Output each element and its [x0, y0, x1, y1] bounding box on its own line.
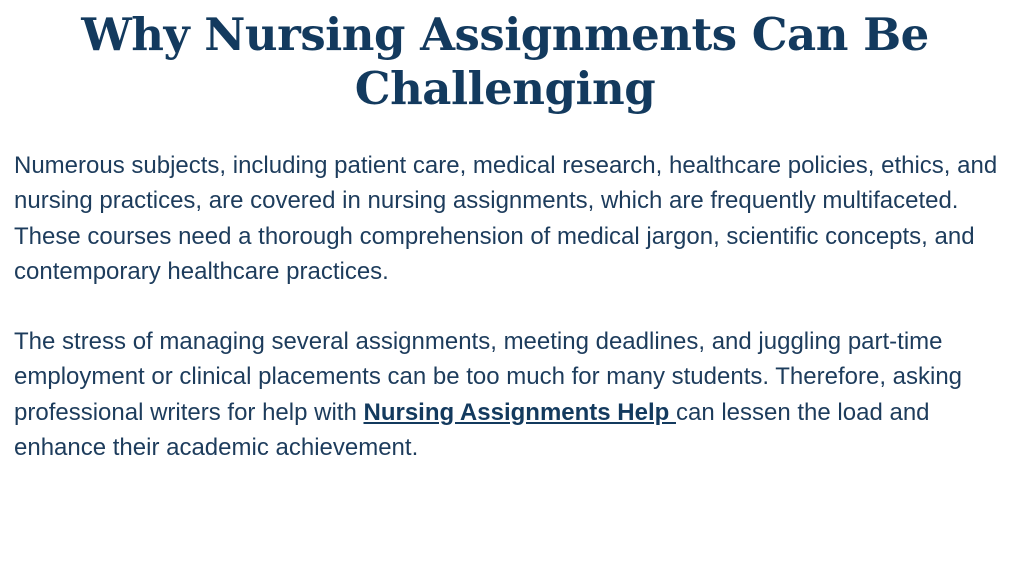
- slide-body: [14, 148, 1018, 465]
- paragraph-stress-text-before: The stress of managing several assignments, meeting deadlines, and juggling part-time employment or clinical placements can be too much for many students. Therefore, asking professional writers for help with: [14, 328, 963, 426]
- paragraph-subjects: Numerous subjects, including patient care, medical research, healthcare policies, ethics, and nursing practices, are covered in nursing assignments, which are frequently multifaceted. These courses need a thorough comprehension of medical jargon, scientific concepts, and contemporary healthcare practices.: [14, 152, 998, 285]
- nursing-assignments-help-link[interactable]: Nursing Assignments Help: [363, 398, 676, 426]
- paragraph-stress-text-after: can lessen the load and enhance their academic achievement.: [14, 398, 930, 462]
- paragraph-spacer: [14, 289, 1018, 324]
- paragraph-stress: [14, 324, 1018, 465]
- slide-title: Why Nursing Assignments Can Be Challenging: [81, 8, 929, 115]
